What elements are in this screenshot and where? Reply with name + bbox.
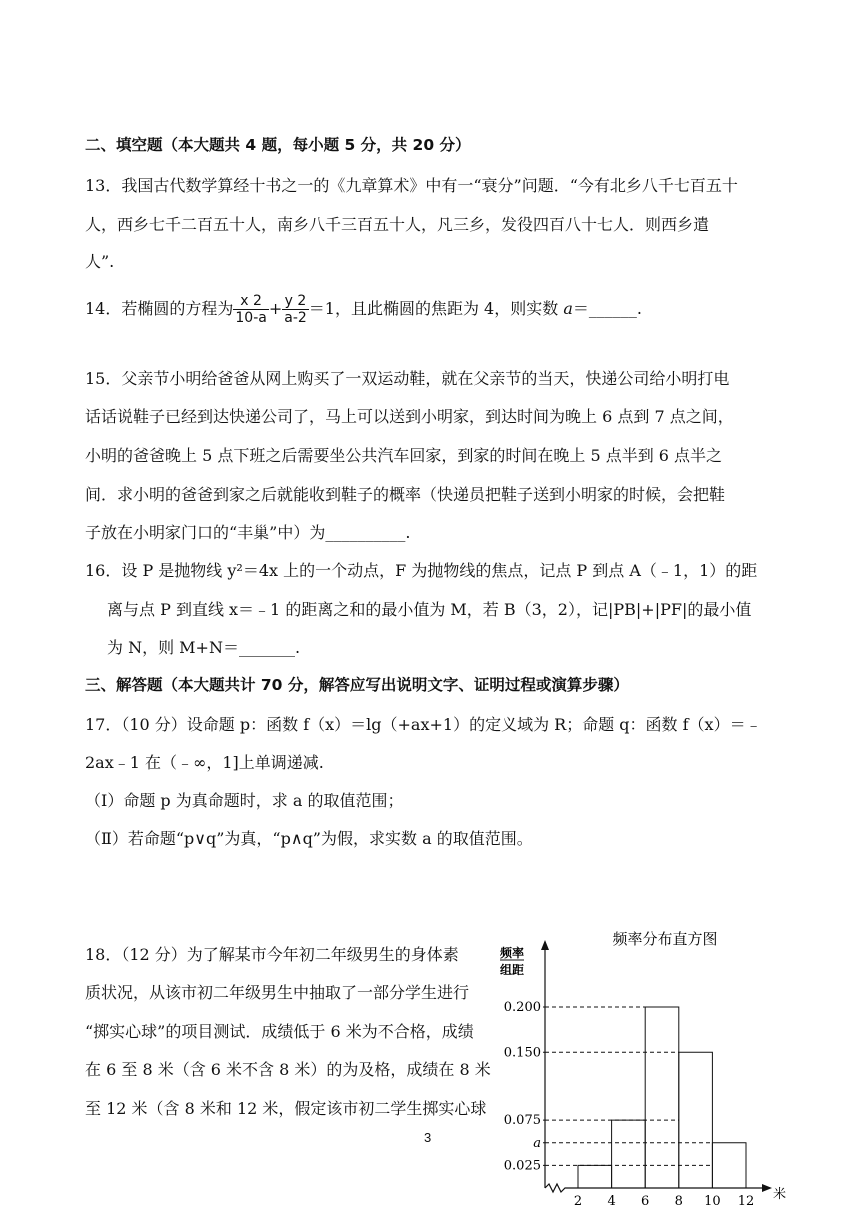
axes — [541, 940, 772, 1192]
q17-line-2: 2ax﹣1 在（﹣∞，1]上单调递减. — [85, 753, 324, 772]
histogram-bar-4 — [712, 1143, 746, 1188]
y-tick-label-1: a — [533, 1135, 541, 1151]
q13-line-2: 人，西乡七千二百五十人，南乡八千三百五十人，凡三乡，发役四百八十七人．则西乡遣 — [85, 215, 710, 234]
q14-post: ＝1，且此椭圆的焦距为 4，则实数 — [308, 299, 564, 318]
q14-frac1-numerator: x 2 — [233, 293, 268, 310]
x-tick-label-5: 12 — [737, 1194, 755, 1209]
histogram-bar-0 — [578, 1165, 612, 1188]
q15-line-4: 间．求小明的爸爸到家之后就能收到鞋子的概率（快递员把鞋子送到小明家的时候，会把鞋 — [85, 485, 726, 504]
frequency-histogram — [490, 920, 810, 1215]
histogram-bar-2 — [645, 1007, 679, 1188]
q18-line-1: 18．（12 分）为了解某市今年初二年级男生的身体素 — [85, 945, 459, 964]
y-tick-labels — [504, 1000, 541, 1173]
q18-line-3: “掷实心球”的项目测试．成绩低于 6 米为不合格，成绩 — [85, 1022, 474, 1041]
y-axis-arrow — [541, 940, 549, 950]
page-number: 3 — [424, 1130, 432, 1145]
q14-blank: ＝______. — [572, 299, 642, 318]
q14-fraction-x — [233, 293, 268, 326]
q16-line-2: 离与点 P 到直线 x＝﹣1 的距离之和的最小值为 M，若 B（3，2），记|PB|+|PF|的最小值 — [107, 600, 752, 619]
x-tick-label-0: 2 — [573, 1194, 583, 1209]
x-tick-label-4: 10 — [704, 1194, 721, 1209]
q14-frac1-denominator: 10-a — [235, 310, 267, 326]
x-axis-label: 米 — [773, 1187, 787, 1202]
q18-line-5: 至 12 米（含 8 米和 12 米，假定该市初二学生掷实心球 — [85, 1099, 487, 1118]
q14-fraction-y — [282, 293, 309, 326]
histogram-title: 频率分布直方图 — [612, 930, 718, 948]
q14-prefix: 14．若椭圆的方程为 — [85, 299, 234, 318]
histogram-bar-3 — [679, 1052, 713, 1188]
x-tick-label-1: 4 — [607, 1194, 616, 1209]
q17-line-4: （Ⅱ）若命题“p∨q”为真，“p∧q”为假，求实数 a 的取值范围。 — [85, 829, 533, 848]
q18-line-4: 在 6 至 8 米（含 6 米不含 8 米）的为及格，成绩在 8 米 — [85, 1060, 491, 1079]
histogram-bar-1 — [612, 1120, 646, 1188]
x-tick-labels — [574, 1194, 754, 1209]
q14-frac2-numerator: y 2 — [282, 293, 309, 310]
section-2-heading: 二、填空题（本大题共 4 题，每小题 5 分，共 20 分） — [85, 136, 471, 154]
histogram-bars — [578, 1007, 746, 1188]
q15-line-1: 15．父亲节小明给爸爸从网上购买了一双运动鞋，就在父亲节的当天，快递公司给小明打电 — [85, 369, 730, 388]
y-tick-label-3: 0.150 — [503, 1045, 541, 1061]
q13-line-1: 13．我国古代数学算经十书之一的《九章算术》中有一“衰分”问题．“今有北乡八千七百五十 — [85, 176, 738, 195]
y-tick-label-0: 0.025 — [503, 1158, 541, 1174]
x-tick-label-3: 8 — [674, 1194, 683, 1209]
q14-frac2-denominator: a-2 — [284, 310, 307, 326]
q15-line-3: 小明的爸爸晚上 5 点下班之后需要坐公共汽车回家，到家的时间在晚上 5 点半到 6 点半之 — [85, 446, 723, 465]
q14-variable: a — [563, 299, 573, 318]
q16-line-1: 16．设 P 是抛物线 y²＝4x 上的一个动点，F 为抛物线的焦点，记点 P 到点 A（﹣1，1）的距 — [85, 561, 758, 580]
q17-line-1: 17．（10 分）设命题 p：函数 f（x）＝lg（+ax+1）的定义域为 R；命题 q：函数 f（x）＝﹣ — [85, 715, 762, 734]
q18-line-2: 质状况，从该市初二年级男生中抽取了一部分学生进行 — [85, 983, 470, 1002]
y-axis-label-bottom: 组距 — [499, 963, 525, 977]
grid-lines — [545, 1007, 712, 1165]
q14-plus: + — [268, 299, 283, 318]
q15-line-2: 话话说鞋子已经到达快递公司了，马上可以送到小明家，到达时间为晚上 6 点到 7 点之间， — [85, 407, 734, 426]
y-tick-label-2: 0.075 — [503, 1113, 541, 1129]
section-3-heading: 三、解答题（本大题共计 70 分，解答应写出说明文字、证明过程或演算步骤） — [85, 676, 629, 694]
q16-line-3: 为 N，则 M+N＝_______. — [107, 638, 301, 657]
y-tick-label-4: 0.200 — [503, 1000, 541, 1015]
q15-line-5: 子放在小明家门口的“丰巢”中）为__________. — [85, 523, 411, 542]
q13-line-3: 人”. — [85, 252, 115, 271]
q17-line-3: （Ⅰ）命题 p 为真命题时，求 a 的取值范围； — [85, 791, 404, 810]
x-axis-arrow — [762, 1184, 772, 1192]
y-axis-label-top: 频率 — [499, 946, 525, 960]
x-tick-label-2: 6 — [641, 1194, 650, 1209]
q14-line — [85, 293, 642, 326]
